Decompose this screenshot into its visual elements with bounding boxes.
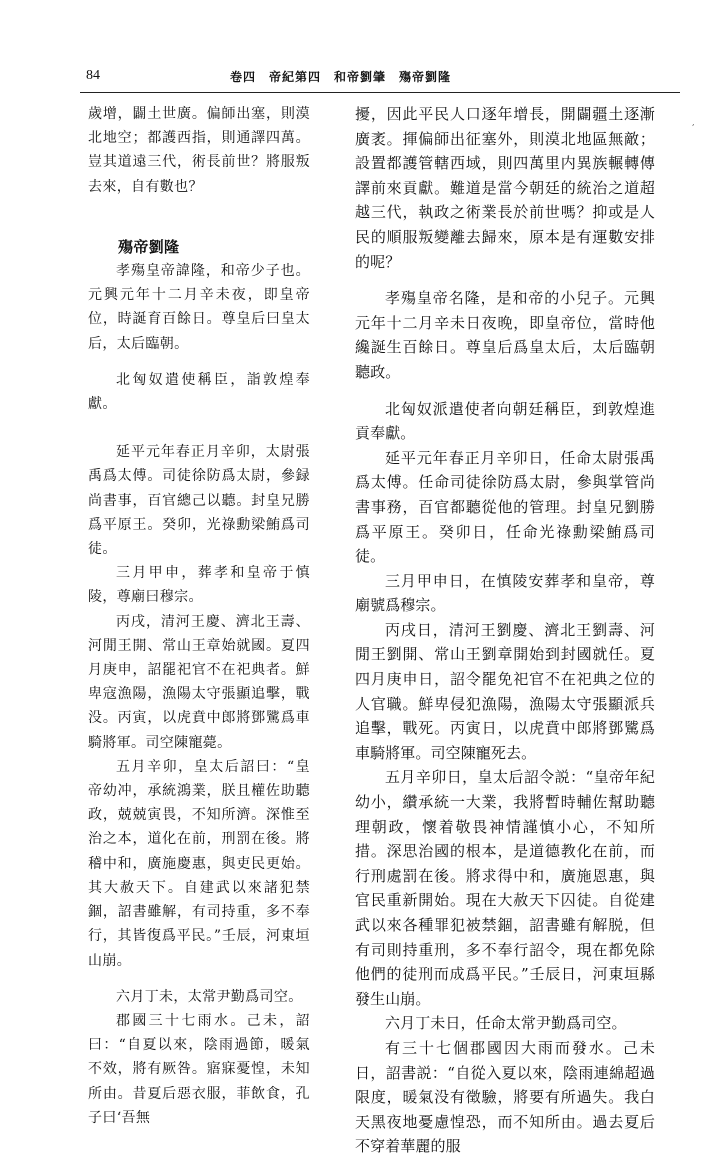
header-rule bbox=[80, 92, 680, 93]
translation-paragraph: 五月辛卯日，皇太后詔令説：“皇帝年紀幼小，纘承統一大業，我將暫時輔佐幫助聽理朝政，懷着敬畏神情謹慎小心，不知所措。深思治國的根本，是道德教化在前，而行刑處罰在後。將求得中和，廣施恩惠，與官民重新開始。現在大赦天下囚徒。自從建武以來各種罪犯被禁錮，詔書雖有解脱，但有司則持重刑，多不奉行詔令，現在都免除他們的徒刑而成爲平民。”壬辰日，河東垣縣發生山崩。 bbox=[355, 768, 655, 1008]
translation-paragraph: 擾，因此平民人口逐年增長，開闢疆土逐漸廣袤。揮偏師出征塞外，則漠北地區無敵；設置都護管轄西域，則四萬里内異族輾轉傳譯前來貢獻。難道是當今朝廷的統治之道超越三代，執政之術業長於前世嗎？抑或是人民的順服叛變離去歸來，原本是有運數安排的呢？ bbox=[355, 105, 655, 271]
translation-paragraph: 有三十七個郡國因大雨而發水。己未日，詔書説：“自從入夏以來，陰雨連綿超過限度，暖氣没有徵驗，將要有所過失。我白天黑夜地憂慮惶恐，而不知所由。過去夏后不穿着華麗的服 bbox=[355, 1038, 655, 1156]
translation-text-column bbox=[355, 102, 655, 1159]
classical-paragraph: 五月辛卯，皇太后詔曰：“皇帝幼冲，承統鴻業，朕且權佐助聽政，兢兢寅畏，不知所濟。深惟至治之本，道化在前，刑罰在後。將稽中和，廣施慶惠，與吏民更始。其大赦天下。自建武以來諸犯禁錮，詔書雖解，有司持重，多不奉行，其皆復爲平民。”壬辰，河東垣山崩。 bbox=[88, 758, 310, 969]
margin-mark: , bbox=[692, 118, 695, 127]
classical-paragraph: 丙戌，清河王慶、濟北王壽、河閒王開、常山王章始就國。夏四月庚申，詔罷祀官不在祀典者。鮮卑寇漁陽，漁陽太守張顯追擊，戰没。丙寅，以虎賁中郎將鄧騭爲車騎將軍。司空陳寵薨。 bbox=[88, 613, 310, 751]
translation-paragraph: 孝殤皇帝名隆，是和帝的小兒子。元興元年十二月辛未日夜晚，即皇帝位，當時他纔誕生百餘日。尊皇后爲皇太后，太后臨朝聽政。 bbox=[355, 289, 655, 381]
classical-paragraph: 歲增，闢土世廣。偏師出塞，則漠北地空；都護西指，則通譯四萬。豈其道遠三代，術長前世？將服叛去來，自有數也？ bbox=[88, 106, 310, 195]
running-title: 卷四 帝紀第四 和帝劉肇 殤帝劉隆 bbox=[230, 70, 452, 84]
page-number: 84 bbox=[86, 68, 100, 83]
classical-paragraph: 北匈奴遣使稱臣，詣敦煌奉獻。 bbox=[88, 371, 310, 413]
classical-paragraph: 三月甲申，葬孝和皇帝于慎陵，尊廟曰穆宗。 bbox=[88, 565, 310, 606]
translation-paragraph: 六月丁未日，任命太常尹勤爲司空。 bbox=[385, 1014, 627, 1033]
translation-paragraph: 延平元年春正月辛卯日，任命太尉張禹爲太傅。任命司徒徐防爲太尉，參與掌管尚書事務，百官都聽從他的管理。封皇兄劉勝爲平原王。癸卯日，任命光祿勳梁鮪爲司徒。 bbox=[355, 448, 655, 566]
translation-paragraph: 北匈奴派遣使者向朝廷稱臣，到敦煌進貢奉獻。 bbox=[355, 399, 655, 443]
page-header bbox=[80, 64, 680, 92]
classical-paragraph: 郡國三十七雨水。己未，詔曰：“自夏以來，陰雨過節，暖氣不效，將有厥咎。寤寐憂惶，未知所由。昔夏后惡衣服，菲飲食，孔子曰‘吾無 bbox=[88, 1012, 310, 1126]
classical-text-column bbox=[88, 102, 310, 1130]
classical-paragraph: 六月丁未，太常尹勤爲司空。 bbox=[116, 988, 303, 1005]
translation-paragraph: 三月甲申日，在慎陵安葬孝和皇帝，尊廟號爲穆宗。 bbox=[355, 571, 655, 615]
section-title: 殤帝劉隆 bbox=[118, 237, 180, 256]
translation-paragraph: 丙戌日，清河王劉慶、濟北王劉壽、河閒王劉開、常山王劉章開始到封國就任。夏四月庚申日，詔令罷免祀官不在祀典之位的人官職。鮮卑侵犯漁陽，漁陽太守張顯派兵追擊，戰死。丙寅日，以虎賁中郎將鄧騭爲車騎將軍。司空陳寵死去。 bbox=[355, 620, 655, 762]
classical-paragraph: 孝殤皇帝諱隆，和帝少子也。元興元年十二月辛未夜，即皇帝位，時誕育百餘日。尊皇后曰皇太后，太后臨朝。 bbox=[88, 263, 310, 352]
classical-paragraph: 延平元年春正月辛卯，太尉張禹爲太傅。司徒徐防爲太尉，參録尚書事，百官總己以聽。封皇兄勝爲平原王。癸卯，光祿勳梁鮪爲司徒。 bbox=[88, 444, 310, 558]
